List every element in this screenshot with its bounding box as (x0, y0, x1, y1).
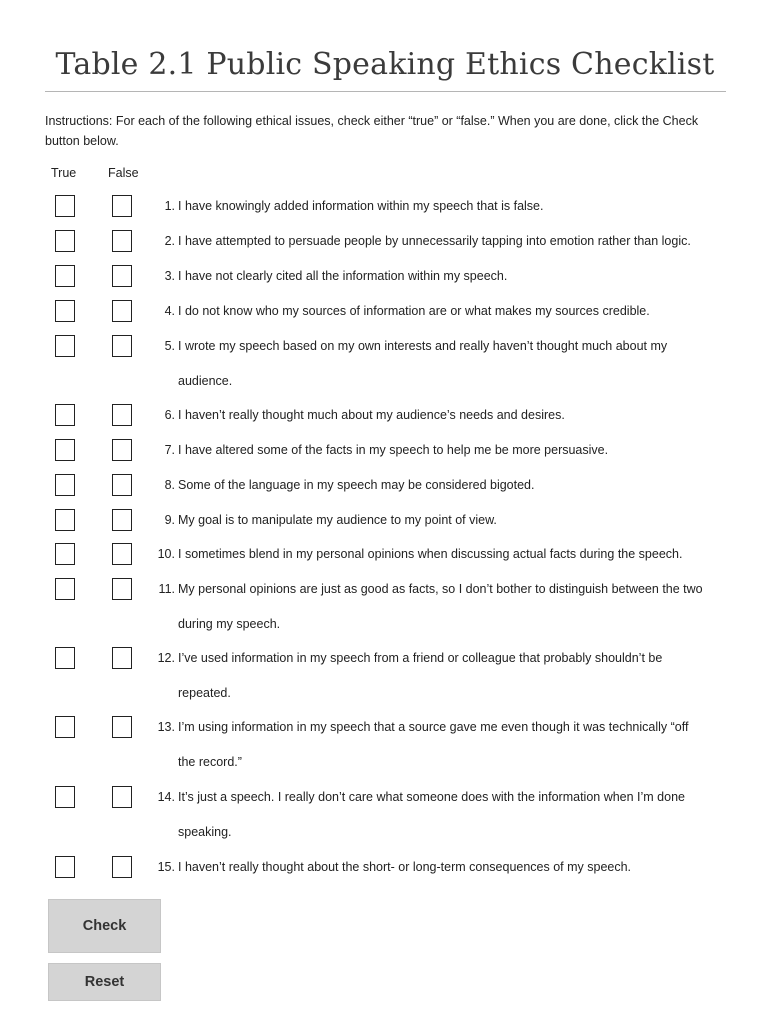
item-text: I have not clearly cited all the information within my speech. (178, 269, 508, 283)
item-text: I have knowingly added information within my speech that is false. (178, 199, 544, 213)
false-column-header: False (108, 166, 139, 180)
true-checkbox[interactable] (55, 439, 75, 461)
true-checkbox[interactable] (55, 474, 75, 496)
true-checkbox[interactable] (55, 716, 75, 738)
item-text: My goal is to manipulate my audience to my point of view. (178, 513, 497, 527)
false-checkbox[interactable] (112, 474, 132, 496)
true-checkbox[interactable] (55, 856, 75, 878)
item-text: It’s just a speech. I really don’t care what someone does with the information when I’m done (178, 790, 685, 804)
item-number: 13. (157, 720, 175, 734)
item-number: 7. (164, 443, 175, 457)
page-title: Table 2.1 Public Speaking Ethics Checklist (55, 47, 715, 82)
item-number: 1. (164, 199, 175, 213)
true-checkbox[interactable] (55, 300, 75, 322)
item-text: I wrote my speech based on my own interests and really haven’t thought much about my (178, 339, 668, 353)
item-number: 11. (158, 582, 175, 596)
instructions-text: Instructions: For each of the following ethical issues, check either “true” or “false.” When you are done, click the Check button below. (45, 114, 699, 148)
true-checkbox[interactable] (55, 786, 75, 808)
reset-button[interactable]: Reset (48, 963, 161, 1001)
false-checkbox[interactable] (112, 195, 132, 217)
item-number: 2. (164, 234, 175, 248)
false-checkbox[interactable] (112, 647, 132, 669)
false-checkbox[interactable] (112, 543, 132, 565)
item-number: 8. (164, 478, 175, 492)
item-number: 6. (164, 408, 175, 422)
item-number: 4. (164, 304, 175, 318)
false-checkbox[interactable] (112, 404, 132, 426)
false-checkbox[interactable] (112, 856, 132, 878)
item-number: 14. (157, 790, 175, 804)
item-text: Some of the language in my speech may be considered bigoted. (178, 478, 535, 492)
false-checkbox[interactable] (112, 786, 132, 808)
item-text: I’ve used information in my speech from a friend or colleague that probably shouldn’t be (178, 651, 663, 665)
item-number: 10. (157, 547, 175, 561)
item-text: I have attempted to persuade people by unnecessarily tapping into emotion rather than logic. (178, 234, 691, 248)
false-checkbox[interactable] (112, 230, 132, 252)
true-checkbox[interactable] (55, 335, 75, 357)
false-checkbox[interactable] (112, 578, 132, 600)
item-text: I haven’t really thought much about my audience’s needs and desires. (178, 408, 565, 422)
item-text-continued: the record.” (178, 755, 242, 769)
item-number: 15. (157, 860, 175, 874)
check-button[interactable]: Check (48, 899, 161, 953)
item-text: I’m using information in my speech that a source gave me even though it was technically “off (178, 720, 689, 734)
item-text-continued: repeated. (178, 686, 231, 700)
title-divider (45, 91, 726, 92)
true-checkbox[interactable] (55, 509, 75, 531)
true-checkbox[interactable] (55, 543, 75, 565)
true-column-header: True (51, 166, 77, 180)
item-text-continued: audience. (178, 374, 233, 388)
item-number: 5. (164, 339, 175, 353)
item-text-continued: during my speech. (178, 617, 281, 631)
item-number: 3. (164, 269, 175, 283)
item-text-continued: speaking. (178, 825, 232, 839)
item-number: 12. (157, 651, 175, 665)
false-checkbox[interactable] (112, 265, 132, 287)
false-checkbox[interactable] (112, 509, 132, 531)
true-checkbox[interactable] (55, 578, 75, 600)
item-text: I have altered some of the facts in my speech to help me be more persuasive. (178, 443, 609, 457)
false-checkbox[interactable] (112, 439, 132, 461)
item-text: I haven’t really thought about the short- or long-term consequences of my speech. (178, 860, 632, 874)
true-checkbox[interactable] (55, 230, 75, 252)
true-checkbox[interactable] (55, 265, 75, 287)
false-checkbox[interactable] (112, 335, 132, 357)
item-text: I do not know who my sources of information are or what makes my sources credible. (178, 304, 650, 318)
false-checkbox[interactable] (112, 300, 132, 322)
item-text: My personal opinions are just as good as facts, so I don’t bother to distinguish between the two (178, 582, 703, 596)
true-checkbox[interactable] (55, 195, 75, 217)
true-checkbox[interactable] (55, 404, 75, 426)
item-number: 9. (164, 513, 175, 527)
true-checkbox[interactable] (55, 647, 75, 669)
false-checkbox[interactable] (112, 716, 132, 738)
item-text: I sometimes blend in my personal opinions when discussing actual facts during the speech. (178, 547, 683, 561)
